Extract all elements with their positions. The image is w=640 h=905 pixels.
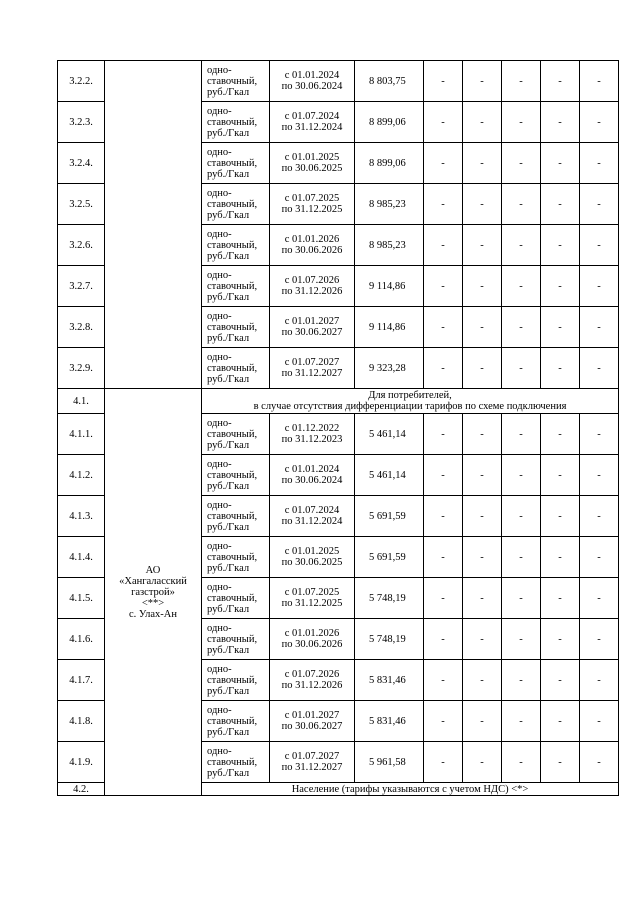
unit-cell [202,102,270,143]
price-cell: 5 831,46 [355,701,424,742]
dash-cell: - [463,455,502,496]
period-cell-line: по 31.12.2027 [281,762,343,773]
period-cell [270,455,355,496]
dash-cell: - [580,348,619,389]
period-cell-line: с 01.01.2027 [284,710,340,721]
period-cell-line: с 01.01.2027 [284,316,340,327]
organization-cell-line: АО [145,564,161,576]
unit-cell-line: одно- [207,581,232,593]
unit-cell-line: руб./Гкал [207,726,250,738]
period-cell [270,660,355,701]
dash-cell: - [580,701,619,742]
unit-cell-line: ставочный, [207,362,258,374]
unit-cell-line: одно- [207,187,232,199]
unit-cell-line: руб./Гкал [207,168,250,180]
organization-cell-line: <**> [141,597,165,609]
price-cell: 5 831,46 [355,660,424,701]
period-cell-line: по 30.06.2026 [281,245,343,256]
period-cell-line: по 31.12.2027 [281,368,343,379]
organization-cell-line: «Хангаласский [119,575,187,587]
dash-cell: - [502,307,541,348]
dash-cell: - [424,307,463,348]
dash-cell: - [541,61,580,102]
period-cell [270,414,355,455]
period-cell-line: с 01.01.2025 [284,152,340,163]
dash-cell: - [463,143,502,184]
unit-cell-line: руб./Гкал [207,439,250,451]
dash-cell: - [502,455,541,496]
dash-cell: - [463,619,502,660]
period-cell-line: по 31.12.2024 [281,516,343,527]
unit-cell-line: ставочный, [207,321,258,333]
period-cell-line: с 01.07.2024 [284,505,340,516]
price-cell: 5 461,14 [355,455,424,496]
row-number-cell: 4.1.5. [58,578,105,619]
dash-cell: - [463,742,502,783]
unit-cell-line: ставочный, [207,633,258,645]
unit-cell-line: руб./Гкал [207,209,250,221]
unit-cell-line: одно- [207,146,232,158]
dash-cell: - [541,455,580,496]
unit-cell-line: одно- [207,105,232,117]
period-cell [270,701,355,742]
period-cell-line: с 01.07.2026 [284,275,340,286]
period-cell-line: с 01.01.2024 [284,464,340,475]
unit-cell-line: одно- [207,269,232,281]
row-number-cell: 3.2.3. [58,102,105,143]
unit-cell-line: руб./Гкал [207,685,250,697]
row-number-cell: 4.1.2. [58,455,105,496]
tariff-table-body [58,61,619,796]
dash-cell: - [424,701,463,742]
dash-cell: - [541,742,580,783]
unit-cell-line: ставочный, [207,756,258,768]
dash-cell: - [580,496,619,537]
dash-cell: - [424,143,463,184]
unit-cell-line: ставочный, [207,715,258,727]
unit-cell [202,455,270,496]
dash-cell: - [541,102,580,143]
dash-cell: - [424,266,463,307]
period-cell [270,537,355,578]
dash-cell: - [502,619,541,660]
unit-cell [202,307,270,348]
unit-cell-line: ставочный, [207,592,258,604]
row-number-cell: 4.1.1. [58,414,105,455]
row-number-cell: 4.1.9. [58,742,105,783]
dash-cell: - [502,414,541,455]
unit-cell-line: ставочный, [207,469,258,481]
unit-cell-line: руб./Гкал [207,127,250,139]
dash-cell: - [580,225,619,266]
unit-cell-line: ставочный, [207,198,258,210]
dash-cell: - [463,348,502,389]
dash-cell: - [502,660,541,701]
dash-cell: - [580,578,619,619]
period-cell [270,496,355,537]
organization-cell-line: с. Улах-Ан [128,608,177,620]
dash-cell: - [502,143,541,184]
period-cell-line: по 31.12.2024 [281,122,343,133]
unit-cell [202,496,270,537]
period-cell [270,619,355,660]
dash-cell: - [424,348,463,389]
dash-cell: - [424,184,463,225]
tariff-table [57,60,619,796]
dash-cell: - [541,619,580,660]
dash-cell: - [541,348,580,389]
unit-cell [202,266,270,307]
dash-cell: - [424,102,463,143]
period-cell-line: по 30.06.2024 [281,475,343,486]
dash-cell: - [502,225,541,266]
unit-cell [202,225,270,266]
dash-cell: - [502,348,541,389]
period-cell-line: с 01.07.2024 [284,111,340,122]
period-cell-line: по 30.06.2026 [281,639,343,650]
dash-cell: - [541,660,580,701]
unit-cell [202,619,270,660]
unit-cell [202,414,270,455]
unit-cell-line: руб./Гкал [207,250,250,262]
section-header-row [58,389,619,414]
unit-cell-line: ставочный, [207,157,258,169]
period-cell-line: с 01.01.2024 [284,70,340,81]
unit-cell-line: руб./Гкал [207,373,250,385]
dash-cell: - [541,184,580,225]
dash-cell: - [463,102,502,143]
period-cell-line: по 30.06.2025 [281,163,343,174]
dash-cell: - [541,307,580,348]
unit-cell [202,742,270,783]
dash-cell: - [502,266,541,307]
dash-cell: - [502,61,541,102]
unit-cell [202,348,270,389]
dash-cell: - [541,414,580,455]
dash-cell: - [424,742,463,783]
unit-cell-line: одно- [207,458,232,470]
unit-cell-line: руб./Гкал [207,767,250,779]
price-cell: 8 899,06 [355,102,424,143]
dash-cell: - [580,143,619,184]
period-cell [270,143,355,184]
dash-cell: - [424,414,463,455]
period-cell [270,266,355,307]
period-cell-line: по 30.06.2025 [281,557,343,568]
unit-cell-line: одно- [207,310,232,322]
dash-cell: - [541,266,580,307]
section-header-text-line: Для потребителей, [368,390,452,401]
row-number-cell: 3.2.9. [58,348,105,389]
price-cell: 9 323,28 [355,348,424,389]
dash-cell: - [541,578,580,619]
row-number-cell: 4.2. [58,783,105,796]
price-cell: 8 899,06 [355,143,424,184]
price-cell: 5 461,14 [355,414,424,455]
unit-cell-line: руб./Гкал [207,291,250,303]
unit-cell [202,184,270,225]
unit-cell-line: одно- [207,745,232,757]
row-number-cell: 3.2.4. [58,143,105,184]
dash-cell: - [424,496,463,537]
organization-cell [105,61,202,389]
row-number-cell: 4.1.8. [58,701,105,742]
dash-cell: - [463,61,502,102]
row-number-cell: 3.2.5. [58,184,105,225]
period-cell-line: с 01.07.2025 [284,587,340,598]
unit-cell-line: руб./Гкал [207,86,250,98]
dash-cell: - [580,266,619,307]
price-cell: 8 985,23 [355,225,424,266]
table-row [58,61,619,102]
unit-cell [202,660,270,701]
dash-cell: - [580,102,619,143]
dash-cell: - [580,660,619,701]
unit-cell-line: ставочный, [207,551,258,563]
dash-cell: - [424,61,463,102]
price-cell: 5 748,19 [355,619,424,660]
section-header-text-line: в случае отсутствия дифференциации тарифов по схеме подключения [253,401,567,412]
dash-cell: - [541,225,580,266]
dash-cell: - [463,225,502,266]
dash-cell: - [580,455,619,496]
dash-cell: - [502,742,541,783]
row-number-cell: 4.1.4. [58,537,105,578]
period-cell-line: по 30.06.2024 [281,81,343,92]
unit-cell-line: одно- [207,499,232,511]
unit-cell [202,537,270,578]
dash-cell: - [424,537,463,578]
unit-cell-line: ставочный, [207,280,258,292]
unit-cell-line: одно- [207,704,232,716]
unit-cell [202,701,270,742]
unit-cell-line: одно- [207,351,232,363]
period-cell-line: по 31.12.2026 [281,286,343,297]
organization-cell-line: газстрой» [131,586,175,598]
dash-cell: - [463,496,502,537]
dash-cell: - [580,307,619,348]
dash-cell: - [502,496,541,537]
unit-cell-line: ставочный, [207,428,258,440]
dash-cell: - [463,537,502,578]
dash-cell: - [424,660,463,701]
dash-cell: - [463,414,502,455]
period-cell-line: с 01.07.2026 [284,669,340,680]
dash-cell: - [502,537,541,578]
dash-cell: - [580,619,619,660]
row-number-cell: 3.2.6. [58,225,105,266]
dash-cell: - [502,578,541,619]
row-number-cell: 3.2.8. [58,307,105,348]
dash-cell: - [463,578,502,619]
period-cell-line: с 01.01.2026 [284,628,340,639]
unit-cell-line: руб./Гкал [207,644,250,656]
price-cell: 5 691,59 [355,496,424,537]
dash-cell: - [541,701,580,742]
price-cell: 5 961,58 [355,742,424,783]
period-cell-line: с 01.01.2026 [284,234,340,245]
section-header-text [202,389,619,414]
row-number-cell: 4.1.6. [58,619,105,660]
unit-cell-line: одно- [207,228,232,240]
unit-cell-line: ставочный, [207,239,258,251]
period-cell-line: по 31.12.2025 [281,598,343,609]
period-cell-line: по 31.12.2026 [281,680,343,691]
period-cell-line: с 01.01.2025 [284,546,340,557]
unit-cell-line: ставочный, [207,674,258,686]
dash-cell: - [580,61,619,102]
dash-cell: - [580,742,619,783]
dash-cell: - [424,455,463,496]
unit-cell-line: руб./Гкал [207,603,250,615]
dash-cell: - [463,307,502,348]
row-number-cell: 4.1.7. [58,660,105,701]
price-cell: 8 985,23 [355,184,424,225]
price-cell: 9 114,86 [355,266,424,307]
dash-cell: - [502,701,541,742]
dash-cell: - [541,496,580,537]
period-cell-line: по 30.06.2027 [281,327,343,338]
dash-cell: - [463,660,502,701]
period-cell-line: с 01.12.2022 [284,423,340,434]
unit-cell-line: одно- [207,540,232,552]
dash-cell: - [541,143,580,184]
period-cell [270,61,355,102]
dash-cell: - [463,701,502,742]
row-number-cell: 3.2.7. [58,266,105,307]
dash-cell: - [580,537,619,578]
row-number-cell: 4.1. [58,389,105,414]
price-cell: 9 114,86 [355,307,424,348]
period-cell [270,184,355,225]
price-cell: 5 691,59 [355,537,424,578]
unit-cell-line: одно- [207,64,232,76]
unit-cell-line: одно- [207,417,232,429]
unit-cell-line: руб./Гкал [207,480,250,492]
unit-cell-line: одно- [207,622,232,634]
dash-cell: - [424,578,463,619]
period-cell-line: по 31.12.2025 [281,204,343,215]
price-cell: 5 748,19 [355,578,424,619]
unit-cell [202,578,270,619]
unit-cell-line: ставочный, [207,510,258,522]
period-cell [270,742,355,783]
unit-cell-line: одно- [207,663,232,675]
dash-cell: - [502,102,541,143]
dash-cell: - [580,414,619,455]
period-cell-line: с 01.07.2025 [284,193,340,204]
dash-cell: - [424,619,463,660]
unit-cell [202,61,270,102]
period-cell-line: по 31.12.2023 [281,434,343,445]
period-cell [270,307,355,348]
unit-cell-line: руб./Гкал [207,521,250,533]
period-cell-line: с 01.07.2027 [284,751,340,762]
dash-cell: - [580,184,619,225]
row-number-cell: 3.2.2. [58,61,105,102]
period-cell [270,578,355,619]
dash-cell: - [424,225,463,266]
period-cell-line: по 30.06.2027 [281,721,343,732]
unit-cell-line: руб./Гкал [207,562,250,574]
dash-cell: - [541,537,580,578]
row-number-cell: 4.1.3. [58,496,105,537]
period-cell-line: с 01.07.2027 [284,357,340,368]
unit-cell-line: ставочный, [207,116,258,128]
period-cell [270,102,355,143]
dash-cell: - [463,184,502,225]
price-cell: 8 803,75 [355,61,424,102]
section-header-text: Население (тарифы указываются с учетом НДС) <*> [202,783,619,796]
period-cell [270,225,355,266]
period-cell [270,348,355,389]
unit-cell-line: ставочный, [207,75,258,87]
dash-cell: - [463,266,502,307]
organization-cell [105,389,202,796]
unit-cell-line: руб./Гкал [207,332,250,344]
dash-cell: - [502,184,541,225]
unit-cell [202,143,270,184]
